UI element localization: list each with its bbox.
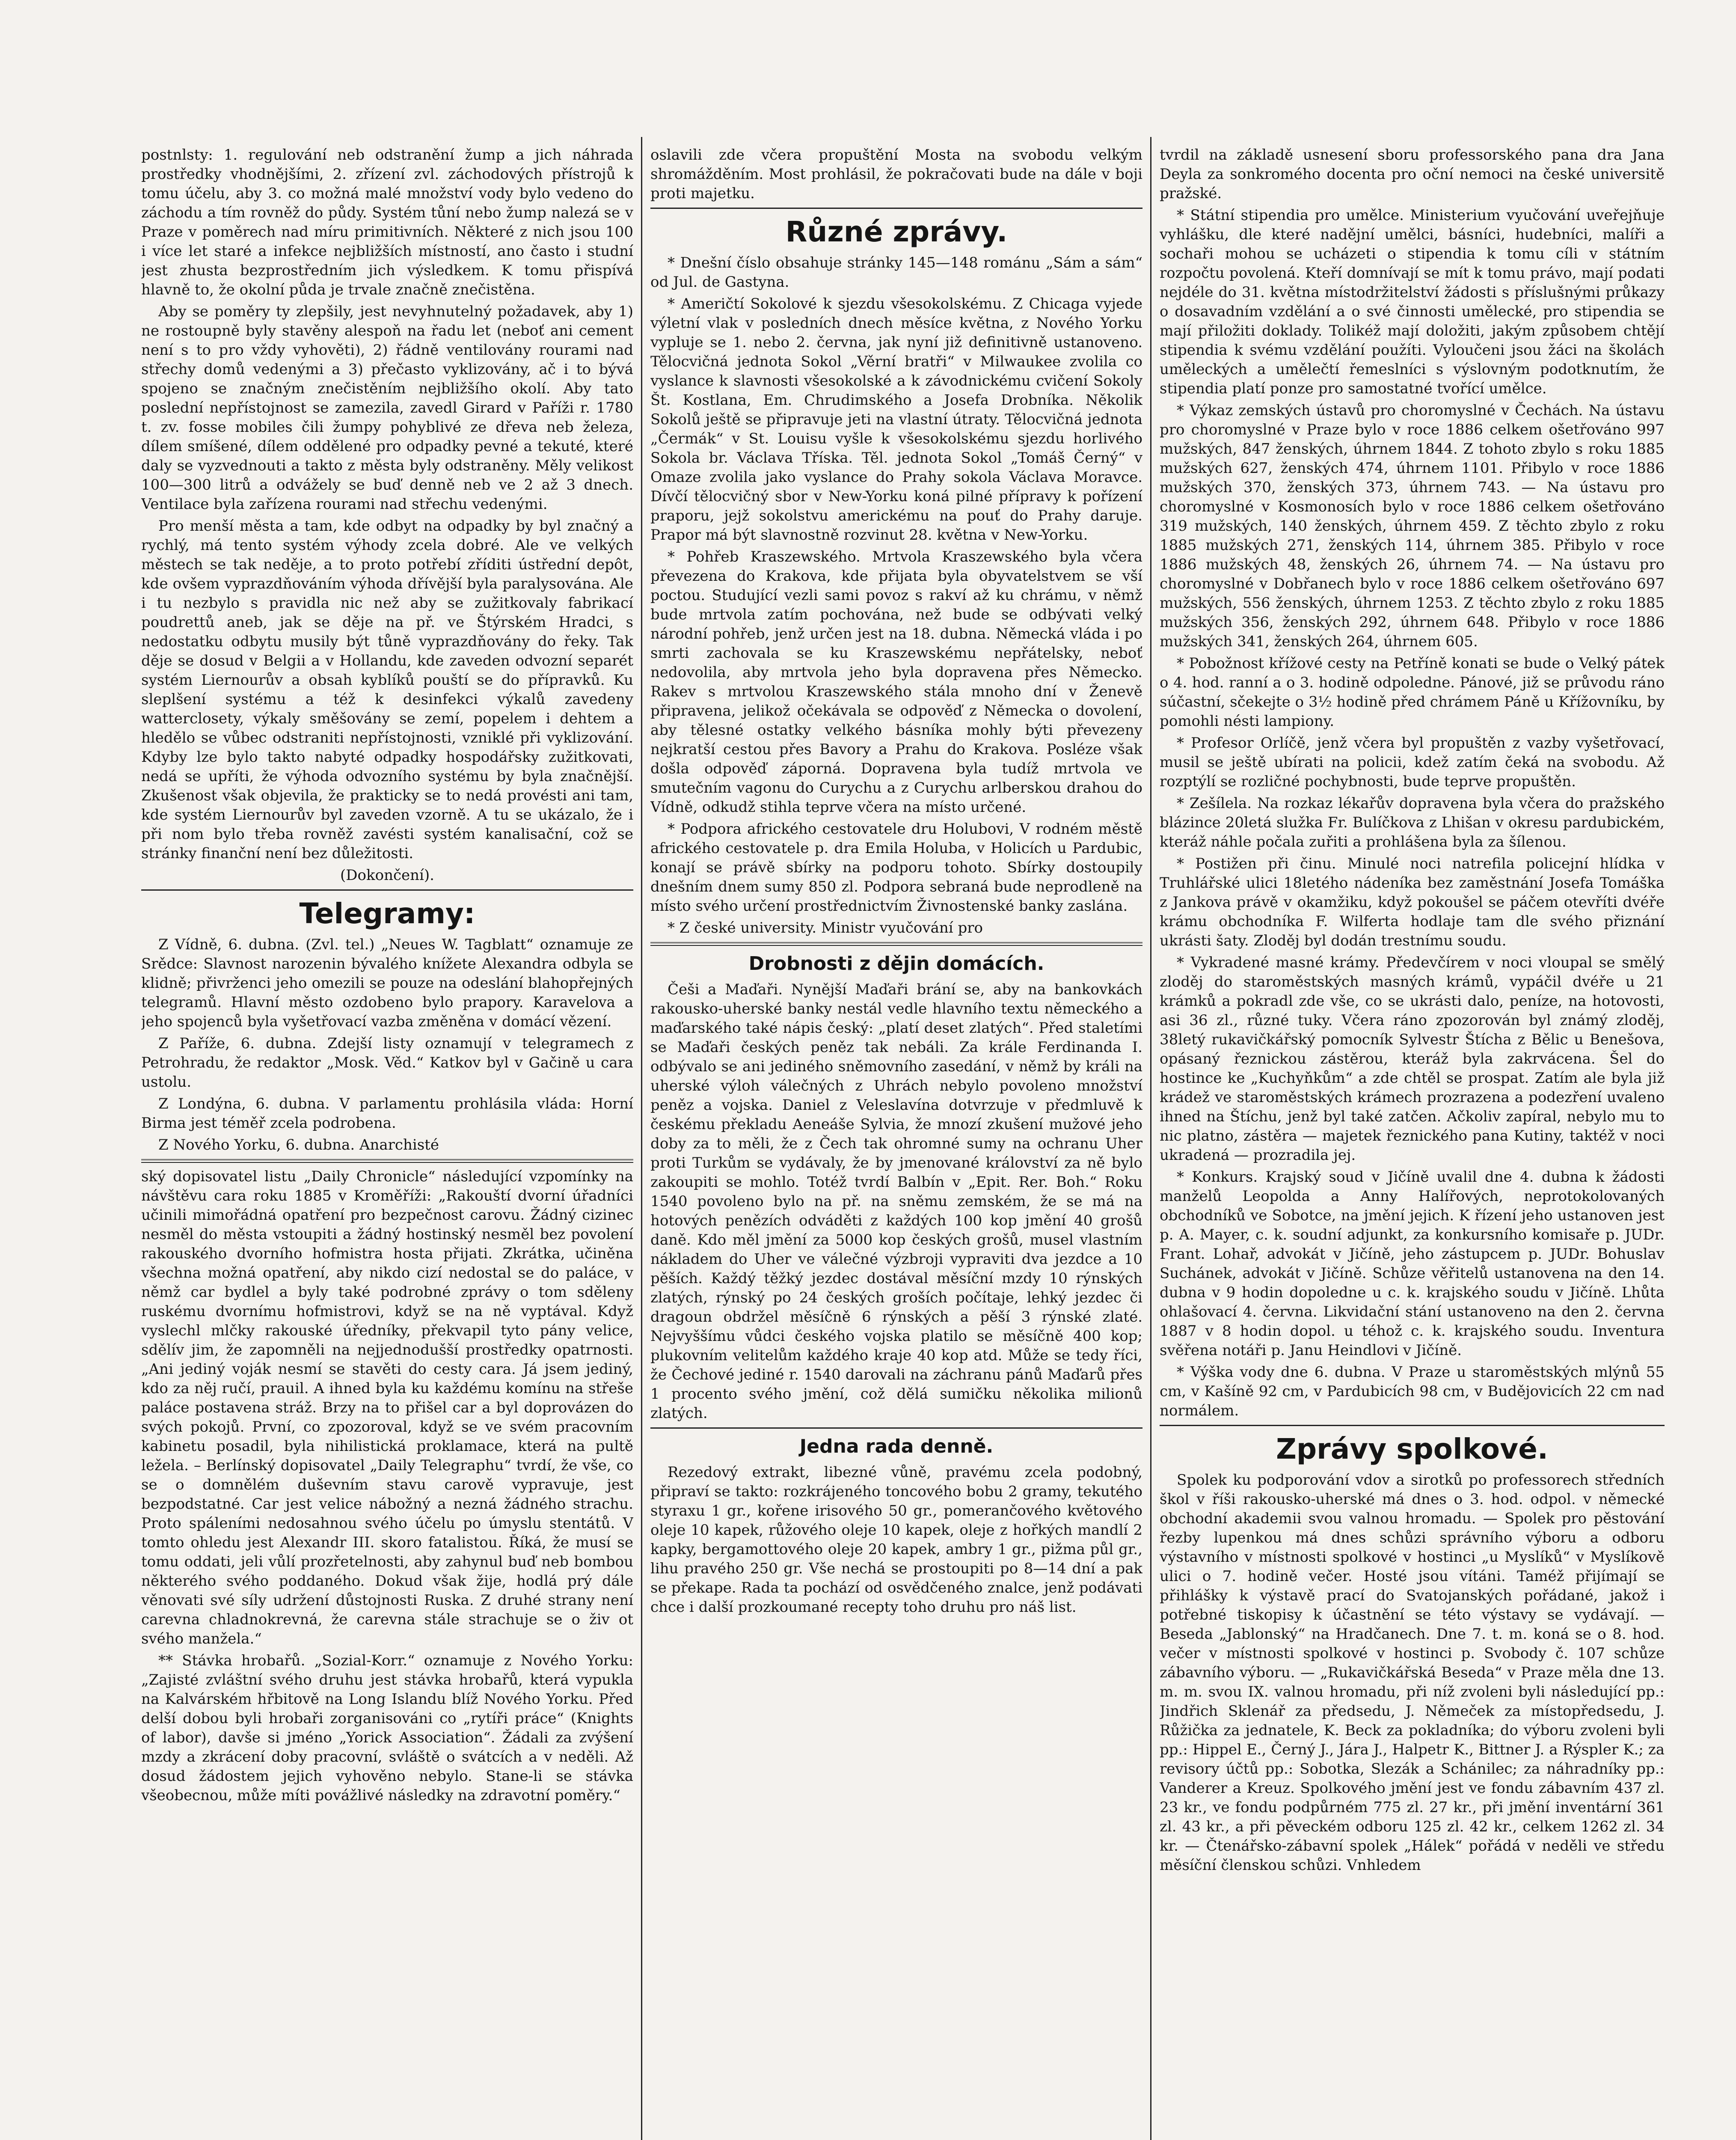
news-item: * Výkaz zemských ústavů pro choromyslné v Čechách. Na ústavu pro choromyslné v Praze bylo v roce 1886 celkem ošetřováno 997 mužských, 847 ženských, úhrnem 1844. Z tohoto zbylo s roku 1885 mužských 627, ženských 474, úhrnem 1101. Přibylo v roce 1886 mužských 370, ženských 373, úhrnem 743. — Na ústavu pro choromyslné v Kosmonosích bylo v roce 1886 celkem ošetřováno 319 mužských, 140 ženských, úhrnem 459. Z těchto zbylo z roku 1885 mužských 271, ženských 114, úhrnem 385. Přibylo v roce 1886 mužských 48, ženských 26, úhrnem 74. — Na ústavu pro choromyslné v Dobřanech bylo v roce 1886 celkem ošetřováno 697 mužských, 556 ženských, úhrnem 1253. Z těchto zbylo z roku 1885 mužských 356, ženských 292, úhrnem 648. Přibylo v roce 1886 mužských 341, ženských 264, úhrnem 605. [1160, 402, 1665, 650]
column-2 [650, 146, 1142, 2140]
news-item: * Konkurs. Krajský soud v Jičíně uvalil dne 4. dubna k žádosti manželů Leopolda a Anny Halířových, neprotokolovaných obchodníků ve Sobotce, na jmění jejich. K řízení jeho ustanoven jest p. A. Mayer, c. k. soudní adjunkt, za konkursního komisaře p. JUDr. Frant. Lohař, advokát v Jičíně, jeho zástupcem p. JUDr. Bohuslav Suchánek, advokát v Jičíně. Schůze věřitelů ustanovena na den 14. dubna v 9 hodin dopoledne u c. k. krajského soudu v Jičíně. Lhůta ohlašovací 4. června. Likvidační stání ustanoveno na den 2. června 1887 v 8 hodin dopol. u téhož c. k. krajského soudu. Inventura svěřena notáři p. Janu Heindlovi v Jičíně. [1160, 1168, 1665, 1359]
section-heading-ruzne-zpravy: Různé zprávy. [785, 215, 1008, 248]
divider [650, 1427, 1142, 1429]
column-rule [641, 137, 642, 2140]
news-item: * Z české university. Ministr vyučování pro [668, 919, 983, 936]
news-item: * Vykradené masné krámy. Předevčírem v noci vloupal se smělý zloděj do staroměstských masných krámů, vypáčil dvéře u 21 krámků a pokradl zde vše, co se ukrásti dalo, peníze, na hotovosti, asi 36 zl., různé tuky. Včera ráno zpozorován byl známý zloděj, 38letý rukavičkářský pomocník Sylvestr Štícha z Bělic u Benešova, opásaný řeznickou zástěrou, kteráž byla zakrvácena. Šel do hostince ke „Kuchyňkům“ a zde chtěl se prospat. Zatím ale byla již krádež ve staroměstských krámech prozrazena a podezření uvaleno ihned na Štíchu, jenž byl také zatčen. Ačkoliv zapíral, nebylo mu to nic platno, zástěra — majetek řeznického pana Kutiny, taktéž v noci ukradená — prozradila jej. [1160, 954, 1665, 1164]
paragraph: postnlsty: 1. regulování neb odstranění žump a jich náhrada prostředky vhodnějšími, 2. zřízení zvl. záchodových přístrojů k tomu účelu, aby 3. co možná malé množství vody bylo vedeno do záchodu a tím rovněž do půdy. Systém tůní nebo žump nalezá se v Praze v poměrech nad míru primitivních. Některé z nich jsou 100 i více let staré a infekce nejbližších místností, ano často i studní jest zhusta bezprostředním jich výsledkem. K tomu přispívá hlavně to, že okolní půda je trvale značně znečistěna. [141, 146, 633, 298]
news-item: * Zešílela. Na rozkaz lékařův dopravena byla včera do pražského blázince 20letá služka Fr. Bulíčkova z Lhišan v okresu pardubickém, kteráž náhle počala zuřiti a prohlášena byla za šílenou. [1160, 795, 1665, 850]
newspaper-page [141, 128, 1665, 2140]
divider [650, 942, 1142, 946]
paragraph: Rezedový extrakt, libezné vůně, pravému zcela podobný, připraví se takto: rozkrájeného toncového bobu 2 gramy, tekutého styraxu 1 gr., kořene irisového 50 gr., pomerančového květového oleje 10 kapek, růžového oleje 10 kapek, oleje z hořkých mandlí 2 kapky, bergamottového oleje 20 kapek, ambry 1 gr., pižma půl gr., lihu pravého 250 gr. Vše nechá se prostoupiti po 8—14 dní a pak se překape. Rada ta pochází od osvědčeného znalce, jenž podávati chce i další prozkoumané recepty toho druhu pro náš list. [650, 1464, 1142, 1616]
news-item: * Dnešní číslo obsahuje stránky 145—148 románu „Sám a sám“ od Jul. de Gastyna. [650, 254, 1142, 291]
continuation-note: (Dokončení). [340, 867, 434, 884]
telegram-item: Z Londýna, 6. dubna. V parlamentu prohlásila vláda: Horní Birma jest téměř zcela podrobena. [141, 1095, 633, 1132]
paragraph: oslavili zde včera propuštění Mosta na svobodu velkým shromážděním. Most prohlásil, že pokračovati bude na dále v boji proti majetku. [650, 146, 1142, 202]
paragraph: tvrdil na základě usnesení sboru professorského pana dra Jana Deyla za sonkromého docenta pro oční nemoci na české universitě pražské. [1160, 146, 1665, 202]
section-heading-jedna-rada: Jedna rada denně. [799, 1436, 994, 1457]
news-item: * Podpora afrického cestovatele dru Holubovi, V rodném městě afrického cestovatele p. dra Emila Holuba, v Holicích u Pardubic, konají se právě sbírky na podporu tohoto. Sbírky dostoupily dnešním dnem sumy 850 zl. Podpora sebraná bude neprodleně na místo svého určení prostřednictvím Živnostenské banky zaslána. [650, 820, 1142, 915]
news-item: * Pohřeb Kraszewského. Mrtvola Kraszewského byla včera převezena do Krakova, kde přijata byla obyvatelstvem se vší poctou. Studující vezli sami povoz s rakví až ku chrámu, v němž bude mrtvola zatím pochována, než bude se odbývati velký národní pohřeb, jenž určen jest na 18. dubna. Německá vláda i po smrti zachovala se ku Kraszewskému nepřátelsky, neboť nedovolila, aby mrtvola jeho byla dopravena přes Německo. Rakev s mrtvolou Kraszewského stála mnoho dní v Ženevě připravena, jelikož očekávala se odpověď z Německa o dovolení, aby tělesné ostatky velkého básníka mohly býti převezeny nejkratší cestou přes Bavory a Prahu do Krakova. Posléze však došla odpověď záporná. Dopravena byla tudíž mrtvola ve smutečním vagonu do Curychu a z Curychu arlberskou drahou do Vídně, odkudž stihla teprve včera na místo určené. [650, 548, 1142, 816]
section-heading-drobnosti: Drobnosti z dějin domácích. [748, 953, 1045, 975]
news-item: * Postižen při činu. Minulé noci natrefila policejní hlídka v Truhlářské ulici 18letého nádeníka bez zaměstnání Josefa Tomáška z Jankova právě v okamžiku, když pokoušel se páčem otevříti dvéře krámu obchodníka F. Wilferta hodlaje tam dle svého přiznání ukrásti šaty. Zloděj byl dodán trestnímu soudu. [1160, 855, 1665, 949]
top-margin [141, 128, 1665, 140]
column-rule [1150, 137, 1151, 2140]
paragraph: Aby se poměry ty zlepšily, jest nevyhnutelný požadavek, aby 1) ne rostoupně byly stavěny alespoň na řadu let (neboť ani cement není s to pro vždy vyhověti), 2) řádně ventilovány rourami nad střechy domů vedenými a 3) přečasto vyklizovány, ač i to bývá spojeno se značným znečistěním nejbližšího okolí. Aby tato poslední nepřístojnost se zamezila, zavedl Girard v Paříži r. 1780 t. zv. fosse mobiles čili žumpy pohyblivé ze dřeva neb železa, dílem smíšené, dílem oddělené pro odpadky pevné a tekuté, které daly se vyzvednouti a takto z města byly odstraněny. Měly velikost 100—300 litrů a odvážely se buď denně neb ve 2 až 3 dnech. Ventilace byla zařízena rourami nad střechu vedenými. [141, 303, 633, 513]
paragraph: Češi a Maďaři. Nynější Maďaři brání se, aby na bankovkách rakousko-uherské banky nestál vedle hlavního textu německého a maďarského také nápis český: „platí deset zlatých“. Před staletími se Maďaři českých peněz tak nebáli. Za krále Ferdinanda I. odbývalo se ani jediného sněmovního zasedání, v němž by králi na uherské výloh válečných z Uhrách nebylo povoleno množství peněz a vojska. Daniel z Veleslavína dotvrzuje v předmluvě k českému překladu Aeneáše Sylvia, že mnozí zkušení mužové jeho doby za to měli, že z Čech tak ohromné sumy na ochranu Uher proti Turkům se vydávaly, že by jmenované království za ně bylo zakoupiti se mohlo. Totéž tvrdí Balbín v „Epit. Rer. Boh.“ Roku 1540 povoleno bylo na př. na sněmu zemském, že se má na hotových penězích odváděti z každých 100 kop jmění 40 grošů daně. Kdo měl jmění za 5000 kop českých grošů, musel vlastním nákladem do Uher ve válečné výzbroji vypraviti dva jezdce a 10 pěších. Každý těžký jezdec dostával měsíční mzdy 10 rýnských zlatých, rýnský po 24 českých groších počítaje, lehký jezdec či dragoun obdržel měsíčně 6 rýnských a pěší 3 rýnské zlaté. Nejvyššímu vůdci českého vojska platilo se měsíčně 400 kop; plukovním velitelům každého kraje 40 kop atd. Může se tedy říci, že Čechové jediné r. 1540 darovali na záchranu pánů Maďarů přes 1 procento svého jmění, což dělá sumičku několika milionů zlatých. [650, 981, 1142, 1422]
telegram-item: Z Paříže, 6. dubna. Zdejší listy oznamují v telegramech z Petrohradu, že redaktor „Mosk. Věd.“ Katkov byl v Gačině u cara ustolu. [141, 1035, 633, 1091]
paragraph: ** Stávka hrobařů. „Sozial-Korr.“ oznamuje z Nového Yorku: „Zajisté zvláštní svého druhu jest stávka hrobařů, která vypukla na Kalvárském hřbitově na Long Islandu blíž Nového Yorku. Před delší dobou byli hrobaři zorganisováni co „rytíři práce“ (Knights of labor), davše si jméno „Yorick Association“. Žádali za zvýšení mzdy a zkrácení doby pracovní, svláště o svátcích a v neděli. Až dosud žádostem jejich vyhověno nebylo. Stane-li se stávka všeobecnou, může míti povážlivé následky na zdravotní poměry.“ [141, 1652, 633, 1804]
paragraph: Spolek ku podporování vdov a sirotků po professorech středních škol v říši rakousko-uherské má dnes o 3. hod. odpol. v německé obchodní akademii svou valnou hromadu. — Spolek pro pěstování řezby lupenkou má dnes schůzi správního výboru a odboru výstavního v místnosti spolkové v hostinci „u Myslíků“ v Myslíkově ulici o 7. hodině večer. Hosté jsou vítáni. Taméž přijímají se přihlášky k výstavě prací do Svatojanských pořádané, jakož i potřebné tiskopisy k účastnění se této výstavy se vydávají. — Beseda „Jablonský“ na Hradčanech. Dne 7. t. m. koná se o 8. hod. večer v místnosti spolkové v hostinci p. Svobody č. 107 schůze zábavního výboru. — „Rukavičkářská Beseda“ v Praze měla dne 13. m. m. svou IX. valnou hromadu, při níž zvoleni byli následující pp.: Jindřich Sklenář za předsedu, J. Němeček za místopředsedu, J. Růžička za jednatele, K. Beck za pokladníka; do výboru zvoleni byli pp.: Hippel E., Černý J., Jára J., Halpetr K., Bittner J. a Rýspler K.; za revisory účtů pp.: Sobotka, Slezák a Schánilec; za náhradníky pp.: Vanderer a Kreuz. Spolkového jmění jest ve fondu zábavním 437 zl. 23 kr., ve fondu podpůrném 775 zl. 27 kr., při jmění inventární 361 zl. 43 kr., a při pěveckém odboru 125 zl. 42 kr., celkem 1262 zl. 34 kr. — Čtenářsko-zábavní spolek „Hálek“ pořádá v neděli ve středu měsíční členskou schůzi. Vnhledem [1160, 1471, 1665, 1874]
divider [650, 208, 1142, 209]
divider [141, 889, 633, 891]
divider [1160, 1425, 1665, 1426]
column-1 [141, 146, 633, 2140]
paragraph: Pro menší města a tam, kde odbyt na odpadky by byl značný a rychlý, má tento systém výhody zcela dobré. Ale ve velkých městech se tak neděje, a to proto potřebí zříditi ústřední depôt, kde ovšem vyprazdňováním výhoda dřívější byla paralysována. Ale i tu nezbylo s pravidla nic než aby se zužitkovaly fabrikací poudrettů aneb, jak se děje na př. ve Štýrském Hradci, s nedostatku odbytu musily být tůně vyprazdňovány do řeky. Tak děje se dosud v Belgii a v Hollandu, kde zaveden odvozní separét systém Liernourův a obsah kyblíků pouští se do přípravků. Ku sleplšení systému a též k desinfekci výkalů zavedeny watterclosety, výkaly směšovány se zemí, popelem i dehtem a hledělo se vůbec odstraniti nepřístojnosti, vzniklé při vyklizování. Kdyby lze bylo takto nabyté odpadky hospodářsky zužitkovati, nedá se upříti, že výhoda odvozního systému by byla značnější. Zkušenost však objevila, že prakticky se to nedá provésti ani tam, kde systém Liernourův byl zaveden vzorně. A tu se ukázalo, že i při nom bylo třeba rovněž zavésti systém kanalisační, což se stránky finanční není bez důležitosti. [141, 517, 633, 862]
news-item: * Američtí Sokolové k sjezdu všesokolskému. Z Chicaga vyjede výletní vlak v posledních dnech měsíce května, z Nového Yorku vypluje se 1. nebo 2. června, jak nyní již definitivně ustanoveno. Tělocvičná jednota Sokol „Věrní bratři“ v Milwaukee zvolila co vyslance k slavnosti všesokolské a k závodnickému cvičení Sokoly Št. Kostlana, Em. Chrudimského a Josefa Drobníka. Několik Sokolů ještě se připravuje jeti na vlastní útraty. Tělocvičná jednota „Čermák“ v St. Louisu vyšle k všesokolskému sjezdu horlivého Sokola br. Václava Tříska. Těl. jednota Sokol „Tomáš Černý“ v Omaze zvolila jako vyslance do Prahy sokola Václava Moravce. Dívčí tělocvičný sbor v New-Yorku koná pilné přípravy k pořízení praporu, jejž sokolstvu americkému na pouť do Prahy daruje. Prapor má být slavnostně rozvinut 28. května v New-Yorku. [650, 295, 1142, 544]
divider [141, 1159, 633, 1163]
news-item: * Pobožnost křížové cesty na Petříně konati se bude o Velký pátek o 4. hod. ranní a o 3. hodině odpoledne. Pánové, již se průvodu ráno súčastní, sčekejte o 3½ hodině před chrámem Páně u Křížovníku, by pomohli nésti lampiony. [1160, 655, 1665, 730]
section-heading-telegramy: Telegramy: [299, 897, 475, 930]
telegram-item: Z Nového Yorku, 6. dubna. Anarchisté [158, 1136, 439, 1153]
column-3 [1160, 146, 1665, 2140]
telegram-item: Z Vídně, 6. dubna. (Zvl. tel.) „Neues W. Tagblatt“ oznamuje ze Srědce: Slavnost narozenin bývalého knížete Alexandra odbyla se klidně; přivrženci jeho omezili se pouze na odeslání blahopřejných telegramů. Hlavní město ozdobeno bylo prapory. Karavelova a jeho spojenců byla vyšetřovací vazba změněna v domácí vězení. [141, 936, 633, 1030]
section-heading-zpravy-spolkove: Zprávy spolkové. [1276, 1433, 1549, 1465]
news-item: * Profesor Orlíčě, jenž včera byl propuštěn z vazby vyšetřovací, musil se ještě ubírati na policii, kdež zatím čeká na svobodu. Až rozptýlí se rozličné pochybnosti, bude teprve propuštěn. [1160, 734, 1665, 790]
news-item: * Výška vody dne 6. dubna. V Praze u staroměstských mlýnů 55 cm, v Kašíně 92 cm, v Pardubicích 98 cm, v Budějovicích 22 cm nad normálem. [1160, 1364, 1665, 1419]
news-item: * Státní stipendia pro umělce. Ministerium vyučování uveřejňuje vyhlášku, dle které nadějní umělci, básníci, hudebníci, malíři a sochaři mohou se ucházeti o stipendia k tomu cíli v státním rozpočtu povolená. Kteří domnívají se mít k tomu právo, mají podati nejdéle do 31. května místodržitelství žádosti s příslušnými průkazy o dosavadním vzdělání a o své činnosti umělecké, pro stipendia se mají přiložiti doklady. Tolikéž mají doložiti, jakým způsobem chtějí stipendia k svému vzdělání použíti. Vyloučeni jsou žáci na školách uměleckých a umělečtí řemeslníci s výslovným podotknutím, že stipendia platí ponze pro samostatné tvořící umělce. [1160, 207, 1665, 397]
paragraph: ský dopisovatel listu „Daily Chronicle“ následující vzpomínky na návštěvu cara roku 1885 v Kroměříži: „Rakouští dvorní úřadníci učinili mimořádná opatření pro bezpečnost carovu. Žádný cizinec nesměl do města vstoupiti a žádný hostinský nesměl bez povolení rakouského dvorního hofmistra hosta přijati. Zkrátka, učiněna všechna možná opatření, aby nikdo cizí nedostal se do paláce, v němž car bydlel a byly také podrobné zprávy o tom sděleny ruskému dvornímu hofmistrovi, když se na ně vyptával. Když vyslechl mlčky rakouské úředníky, překvapil tyto pány velice, sdělív jim, že zapomněli na nejjednodušší prostředky opatrnosti. „Ani jediný voják nesmí se stavěti do cesty cara. Já jsem jediný, kdo za něj ručí, prauil. A ihned byla ku každému komínu na střeše paláce postavena stráž. Brzy na to přišel car a byl doprovázen do svých pokojů. První, co zpozoroval, když se ve svém pracovním kabinetu posadil, byla nihilistická proklamace, která na pultě ležela. – Berlínský dopisovatel „Daily Telegraphu“ tvrdí, že vše, co se o domnělém duševním stavu carově vypravuje, jest bezpodstatné. Car jest velice nábožný a nezná žádného strachu. Proto spáleními nedosahnou svého účelu po úmyslu stentátů. V tomto ohledu jest Alexandr III. skoro fatalistou. Říká, že musí se tomu oddati, jeli vůlí prozřetelnosti, aby zahynul buď neb bombou některého svého poddaného. Dokud však žije, hodlá prý dále věnovati své síly udržení důstojnosti Ruska. Z druhé strany není carevna chladnokrevná, že carevna stále strachuje se o živ ot svého manžela.“ [141, 1168, 633, 1647]
